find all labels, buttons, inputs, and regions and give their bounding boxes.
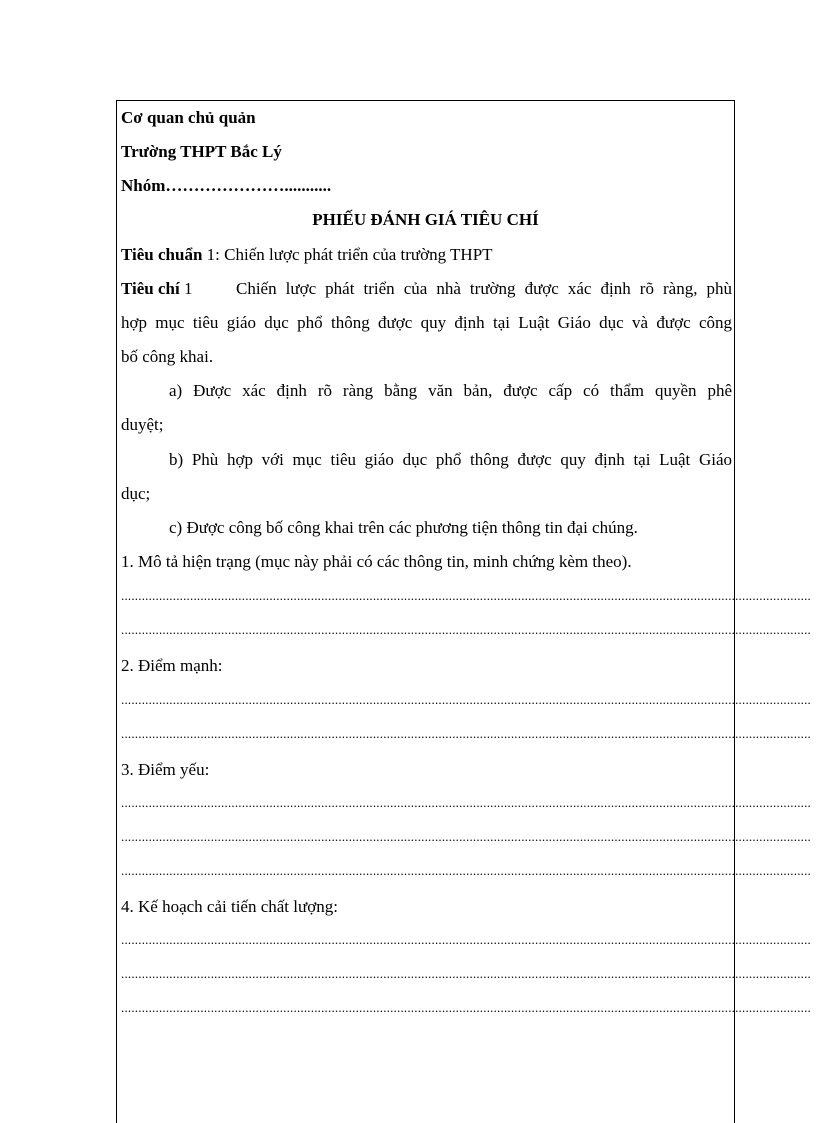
criterion-line-1: Chiến lược phát triển của nhà trường được xác định rõ ràng, phù <box>236 279 732 298</box>
criterion-heading <box>121 279 192 299</box>
item-a-line-2: duyệt; <box>121 415 164 434</box>
answer-line: ........................................................................................................................................................................................................ <box>121 622 811 637</box>
item-c-line-1: c) Được công bố công khai trên các phương tiện thông tin đại chúng. <box>169 518 638 537</box>
answer-line: ........................................................................................................................................................................................................ <box>121 588 811 603</box>
item-b-line-2: dục; <box>121 484 151 503</box>
answer-line: ........................................................................................................................................................................................................ <box>121 1000 811 1015</box>
answer-line: ........................................................................................................................................................................................................ <box>121 692 811 707</box>
answer-line: ........................................................................................................................................................................................................ <box>121 966 811 981</box>
section-current-status: 1. Mô tả hiện trạng (mục này phải có các thông tin, minh chứng kèm theo). <box>121 552 632 571</box>
answer-line: ........................................................................................................................................................................................................ <box>121 863 811 878</box>
section-improvement-plan: 4. Kế hoạch cải tiến chất lượng: <box>121 897 338 916</box>
criterion-number: 1 <box>179 279 193 298</box>
answer-line: ........................................................................................................................................................................................................ <box>121 932 811 947</box>
answer-line: ........................................................................................................................................................................................................ <box>121 829 811 844</box>
criterion-label: Tiêu chí <box>121 279 180 298</box>
agency-line: Cơ quan chủ quản <box>121 108 256 127</box>
answer-line: ........................................................................................................................................................................................................ <box>121 795 811 810</box>
standard-label: Tiêu chuẩn <box>121 245 203 264</box>
section-weaknesses: 3. Điểm yếu: <box>121 760 210 779</box>
criterion-line-3: bố công khai. <box>121 347 214 366</box>
group-line: Nhóm…………………........... <box>121 176 332 195</box>
page-title: PHIẾU ĐÁNH GIÁ TIÊU CHÍ <box>312 210 539 229</box>
item-a-line-1: a) Được xác định rõ ràng bằng văn bản, được cấp có thẩm quyền phê <box>169 381 732 400</box>
criterion-line-2: hợp mục tiêu giáo dục phổ thông được quy định tại Luật Giáo dục và được công <box>121 313 732 332</box>
standard-number: 1: <box>202 245 220 264</box>
evaluation-form <box>116 100 811 1123</box>
standard-line <box>121 245 493 265</box>
answer-line: ........................................................................................................................................................................................................ <box>121 726 811 741</box>
standard-text: Chiến lược phát triển của trường THPT <box>219 245 493 264</box>
item-b-line-1: b) Phù hợp với mục tiêu giáo dục phổ thông được quy định tại Luật Giáo <box>169 450 732 469</box>
section-strengths: 2. Điểm mạnh: <box>121 656 223 675</box>
school-line: Trường THPT Bắc Lý <box>121 142 282 161</box>
